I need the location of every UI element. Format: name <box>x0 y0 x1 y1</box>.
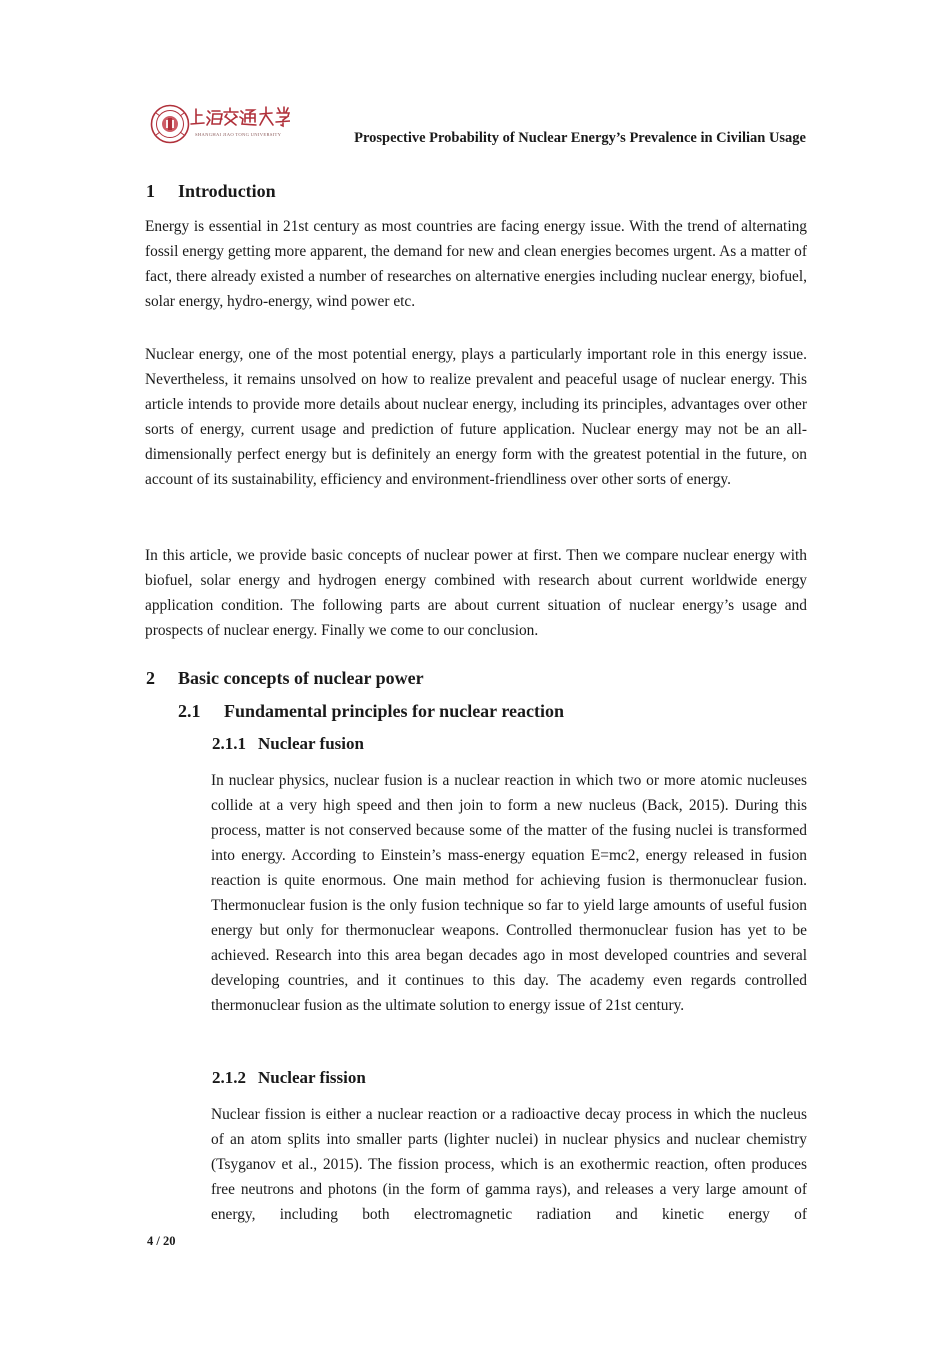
intro-paragraph-3 <box>145 543 807 643</box>
section-2-heading <box>146 668 424 689</box>
fusion-paragraph <box>211 768 807 1018</box>
section-2-1-2-heading <box>212 1068 366 1088</box>
section-title: Basic concepts of nuclear power <box>178 668 424 688</box>
section-title: Nuclear fusion <box>258 734 364 753</box>
section-title: Nuclear fission <box>258 1068 366 1087</box>
section-title: Introduction <box>178 181 276 201</box>
section-number: 2.1 <box>178 701 201 721</box>
section-2-1-heading <box>178 701 564 722</box>
fission-paragraph <box>211 1102 807 1227</box>
section-number: 2.1.1 <box>212 734 246 753</box>
intro-paragraph-1 <box>145 214 807 314</box>
calligraphy-wordmark <box>191 107 290 126</box>
paragraph-text: Nuclear fission is either a nuclear reaction or a radioactive decay process in which the nucleus of an atom splits into smaller parts (lighter nuclei) in nuclear physics and nuclear chemistry (Tsyganov et al., 2015). The fission process, which is an exothermic reaction, often produces free neutrons and photons (in the form of gamma rays), and releases a very large amount of energy, including both electromagnetic radiation and kinetic energy of <box>211 1106 807 1223</box>
running-header-title: Prospective Probability of Nuclear Energy’s Prevalence in Civilian Usage <box>354 130 806 146</box>
paragraph-text: In this article, we provide basic concepts of nuclear power at first. Then we compare nuclear energy with biofuel, solar energy and hydrogen energy combined with research about current worldwide energy application condition. The following parts are about current situation of nuclear energy’s usage and prospects of nuclear energy. Finally we come to our conclusion. <box>145 547 807 639</box>
paragraph-text: Energy is essential in 21st century as most countries are facing energy issue. With the trend of alternating fossil energy getting more apparent, the demand for new and clean energies becomes urgent. As a matter of fact, there already existed a number of researches on alternative energies including nuclear energy, biofuel, solar energy, hydro-energy, wind power etc. <box>145 218 807 310</box>
paragraph-text: Nuclear energy, one of the most potential energy, plays a particularly important role in this energy issue. Nevertheless, it remains unsolved on how to realize prevalent and peaceful usage of nuclear energy. This article intends to provide more details about nuclear energy, including its principles, advantages over other sorts of energy, current usage and prediction of future application. Nuclear energy may not be an all-dimensionally perfect energy but is definitely an energy form with the greatest potential in the future, on account of its sustainability, efficiency and environment-friendliness over other sorts of energy. <box>145 346 807 488</box>
section-title: Fundamental principles for nuclear reaction <box>224 701 564 721</box>
section-number: 2.1.2 <box>212 1068 246 1087</box>
seal-icon <box>152 106 189 143</box>
section-number: 1 <box>146 181 155 201</box>
paragraph-text: In nuclear physics, nuclear fusion is a nuclear reaction in which two or more atomic nucleuses collide at a very high speed and then join to form a new nucleus (Back, 2015). During this process, matter is not conserved because some of the matter of the fusing nuclei is transformed into energy. According to Einstein’s mass-energy equation E=mc2, energy released in fusion reaction is quite enormous. One main method for achieving fusion is thermonuclear fusion. Thermonuclear fusion is the only fusion technique so far to yield large amounts of useful fusion energy but only for thermonuclear weapons. Controlled thermonuclear fusion has yet to be achieved. Research into this area began decades ago in most developed countries and several developing countries, and it continues to this day. The academy even regards controlled thermonuclear fusion as the ultimate solution to energy issue of 21st century. <box>211 772 807 1014</box>
section-1-heading <box>146 181 276 202</box>
page-number: 4 / 20 <box>147 1234 176 1248</box>
section-2-1-1-heading <box>212 734 364 754</box>
logo-subtext: SHANGHAI JIAO TONG UNIVERSITY <box>195 132 282 137</box>
intro-paragraph-2 <box>145 342 807 492</box>
university-logo <box>150 103 290 145</box>
section-number: 2 <box>146 668 155 688</box>
